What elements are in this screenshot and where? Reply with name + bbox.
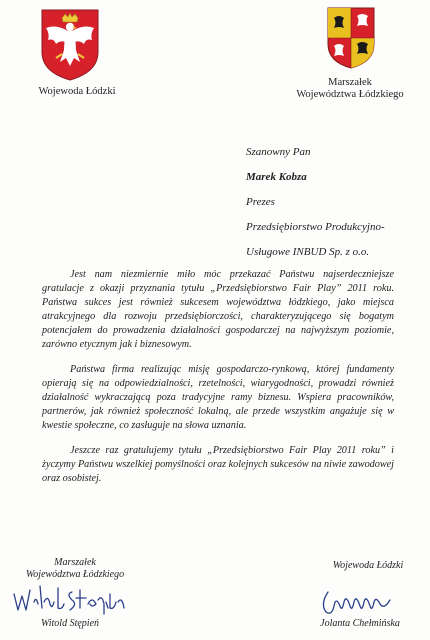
- left-handwritten-signature: [10, 580, 130, 616]
- lodz-voivodeship-emblem-icon: [326, 6, 376, 70]
- recipient-company-line2: Usługowe INBUD Sp. z o.o.: [246, 246, 370, 258]
- left-signatory-title-line1: Marszałek: [54, 557, 96, 568]
- recipient-company-line1: Przedsiębiorstwo Produkcyjno-: [246, 221, 385, 233]
- co-issuer-office-line2: Województwa Łódzkiego: [296, 89, 404, 100]
- right-handwritten-signature: [318, 584, 394, 618]
- body-paragraph-3: Jeszcze raz gratulujemy tytułu „Przedsiębiorstwo Fair Play 2011 roku” i życzymy Państwu wszelkiej pomyślności oraz kolejnych sukcesów na niwie zawodowej oraz osobistej.: [42, 445, 394, 484]
- co-issuer-office-line1: Marszałek: [328, 77, 372, 88]
- right-signatory-name: Jolanta Chełmińska: [320, 618, 400, 629]
- left-signatory-title: [20, 557, 130, 581]
- salutation: Szanowny Pan: [246, 146, 311, 158]
- recipient-name: Marek Kobza: [246, 171, 307, 183]
- body-paragraph-1: Jest nam niezmiernie miło móc przekazać Państwu najserdeczniejsze gratulacje z okazji przyznania tytułu „Przedsiębiorstwo Fair Play” 2011 roku. Państwa sukces jest również sukcesem województwa łódzkiego, jako miejsca atrakcyjnego dla rozwoju przedsiębiorczości, charakteryzującego się bogatym potencjałem do prowadzenia działalności gospodarczej na najwyższym poziomie, zarówno etycznym jak i biznesowym.: [42, 269, 394, 350]
- co-issuer-office-label: [280, 77, 420, 101]
- polish-eagle-emblem-icon: [38, 6, 102, 82]
- left-signatory-name: Witold Stępień: [40, 618, 100, 629]
- issuer-office-label: Wojewoda Łódzki: [38, 86, 116, 97]
- body-paragraph-2: Państwa firma realizując misję gospodarczo-rynkową, której fundamenty opierają się na odpowiedzialności, rzetelności, wiarygodności, prowadzi również działalność wykraczającą poza tradycyjne ramy biznesu. Wspiera pracowników, partnerów, jak również społeczność lokalną, ale przede wszystkim angażuje się w kwestie społeczne, co zasługuje na słowa uznania.: [42, 364, 394, 431]
- right-signatory-title: Wojewoda Łódzki: [332, 560, 404, 571]
- left-signatory-title-line2: Województwa Łódzkiego: [25, 569, 125, 580]
- recipient-position: Prezes: [246, 196, 275, 208]
